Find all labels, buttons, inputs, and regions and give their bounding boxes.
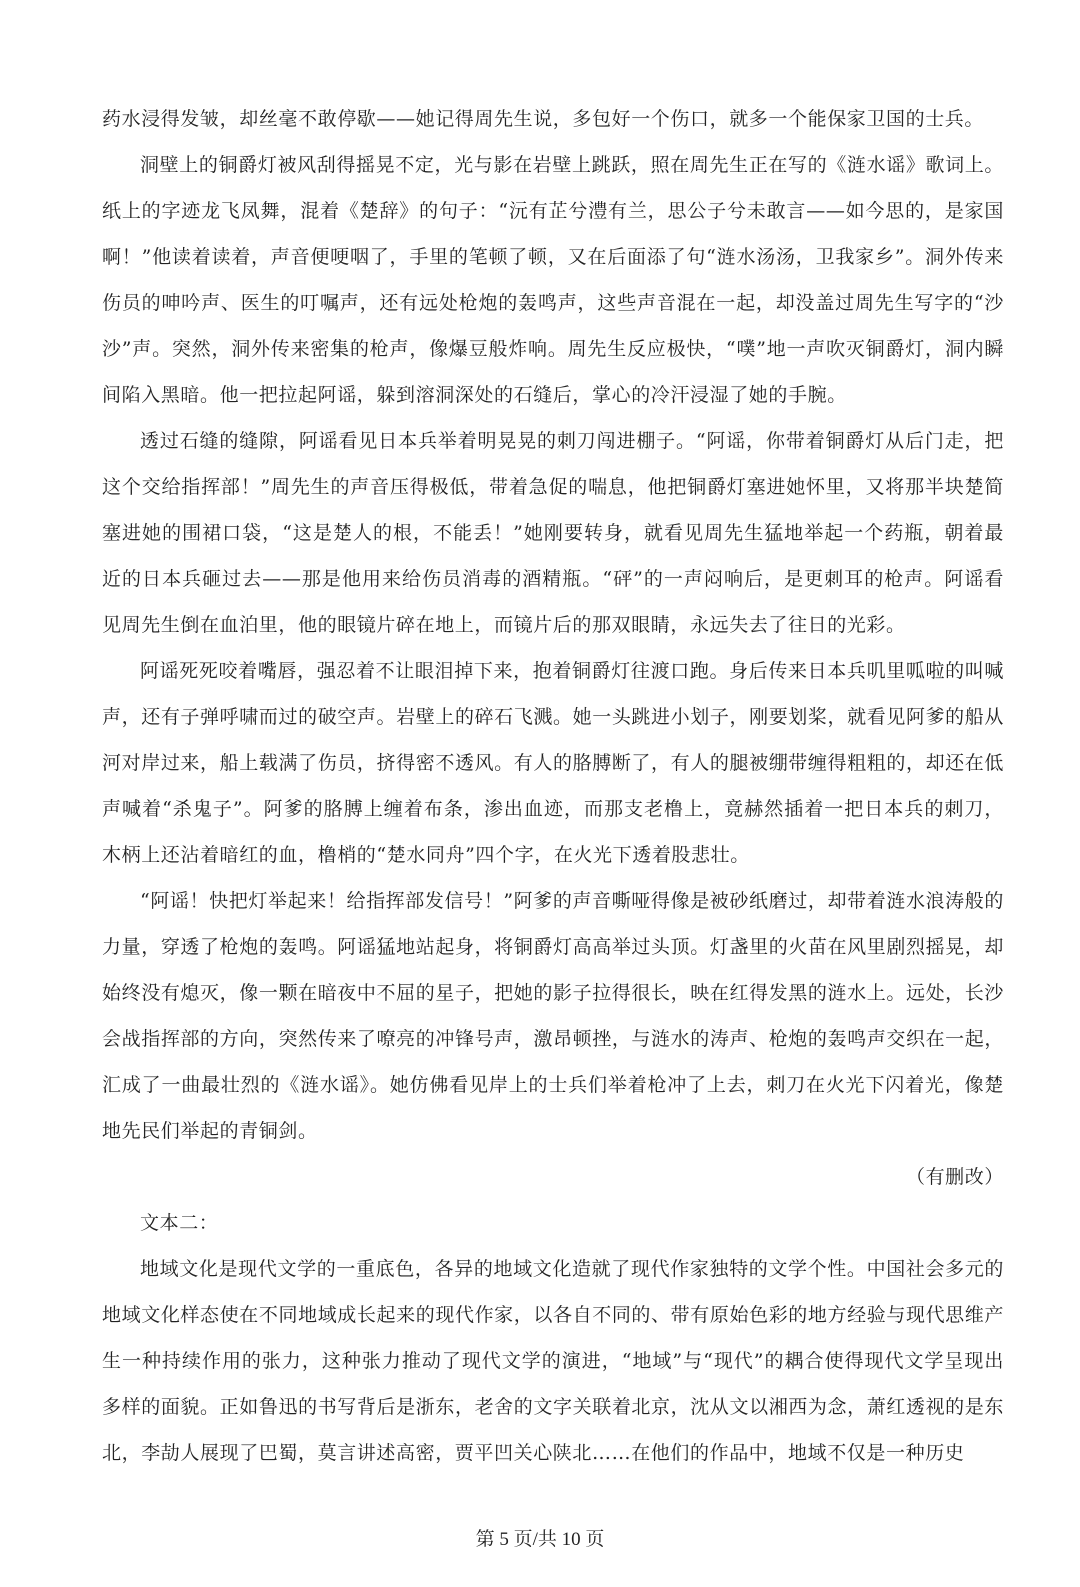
section-paragraph: 地域文化是现代文学的一重底色，各异的地域文化造就了现代作家独特的文学个性。中国社会多元的地域文化样态使在不同地域成长起来的现代作家，以各自不同的、带有原始色彩的地方经验与现代思维产生一种持续作用的张力，这种张力推动了现代文学的演进，“地域”与“现代”的耦合使得现代文学呈现出多样的面貌。正如鲁迅的书写背后是浙东，老舍的文字关联着北京，沈从文以湘西为念，萧红透视的是东北，李劼人展现了巴蜀，莫言讲述高密，贾平凹关心陕北……在他们的作品中，地域不仅是一种历史	[102, 1258, 1004, 1464]
revision-note: （有删改）	[905, 1166, 1004, 1188]
paragraph-4: 阿谣死死咬着嘴唇，强忍着不让眼泪掉下来，抱着铜爵灯往渡口跑。身后传来日本兵叽里呱啦的叫喊声，还有子弹呼啸而过的破空声。岩壁上的碎石飞溅。她一头跳进小划子，刚要划桨，就看见阿爹的船从河对岸过来，船上载满了伤员，挤得密不透风。有人的胳膊断了，有人的腿被绷带缠得粗粗的，却还在低声喊着“杀鬼子”。阿爹的胳膊上缠着布条，渗出血迹，而那支老橹上，竟赫然插着一把日本兵的刺刀，木柄上还沾着暗红的血，橹梢的“楚水同舟”四个字，在火光下透着股悲壮。	[102, 660, 1004, 866]
paragraph-2: 洞壁上的铜爵灯被风刮得摇晃不定，光与影在岩壁上跳跃，照在周先生正在写的《涟水谣》歌词上。纸上的字迹龙飞凤舞，混着《楚辞》的句子：“沅有芷兮澧有兰，思公子兮未敢言——如今思的，是家国啊！”他读着读着，声音便哽咽了，手里的笔顿了顿，又在后面添了句“涟水汤汤，卫我家乡”。洞外传来伤员的呻吟声、医生的叮嘱声，还有远处枪炮的轰鸣声，这些声音混在一起，却没盖过周先生写字的“沙沙”声。突然，洞外传来密集的枪声，像爆豆般炸响。周先生反应极快，“噗”地一声吹灭铜爵灯，洞内瞬间陷入黑暗。他一把拉起阿谣，躲到溶洞深处的石缝后，掌心的冷汗浸湿了她的手腕。	[102, 154, 1004, 406]
document-body	[102, 96, 1004, 1476]
paragraph-3: 透过石缝的缝隙，阿谣看见日本兵举着明晃晃的刺刀闯进棚子。“阿谣，你带着铜爵灯从后门走，把这个交给指挥部！”周先生的声音压得极低，带着急促的喘息，他把铜爵灯塞进她怀里，又将那半块楚简塞进她的围裙口袋，“这是楚人的根，不能丢！”她刚要转身，就看见周先生猛地举起一个药瓶，朝着最近的日本兵砸过去——那是他用来给伤员消毒的酒精瓶。“砰”的一声闷响后，是更刺耳的枪声。阿谣看见周先生倒在血泊里，他的眼镜片碎在地上，而镜片后的那双眼睛，永远失去了往日的光彩。	[102, 430, 1004, 636]
paragraph-5: “阿谣！快把灯举起来！给指挥部发信号！”阿爹的声音嘶哑得像是被砂纸磨过，却带着涟水浪涛般的力量，穿透了枪炮的轰鸣。阿谣猛地站起身，将铜爵灯高高举过头顶。灯盏里的火苗在风里剧烈摇晃，却始终没有熄灭，像一颗在暗夜中不屈的星子，把她的影子拉得很长，映在红得发黑的涟水上。远处，长沙会战指挥部的方向，突然传来了嘹亮的冲锋号声，激昂顿挫，与涟水的涛声、枪炮的轰鸣声交织在一起，汇成了一曲最壮烈的《涟水谣》。她仿佛看见岸上的士兵们举着枪冲了上去，刺刀在火光下闪着光，像楚地先民们举起的青铜剑。	[102, 890, 1004, 1142]
page-number-footer: 第 5 页/共 10 页	[475, 1529, 605, 1550]
paragraph-1: 药水浸得发皱，却丝毫不敢停歇——她记得周先生说，多包好一个伤口，就多一个能保家卫国的士兵。	[102, 108, 985, 130]
section-label: 文本二：	[140, 1212, 219, 1234]
